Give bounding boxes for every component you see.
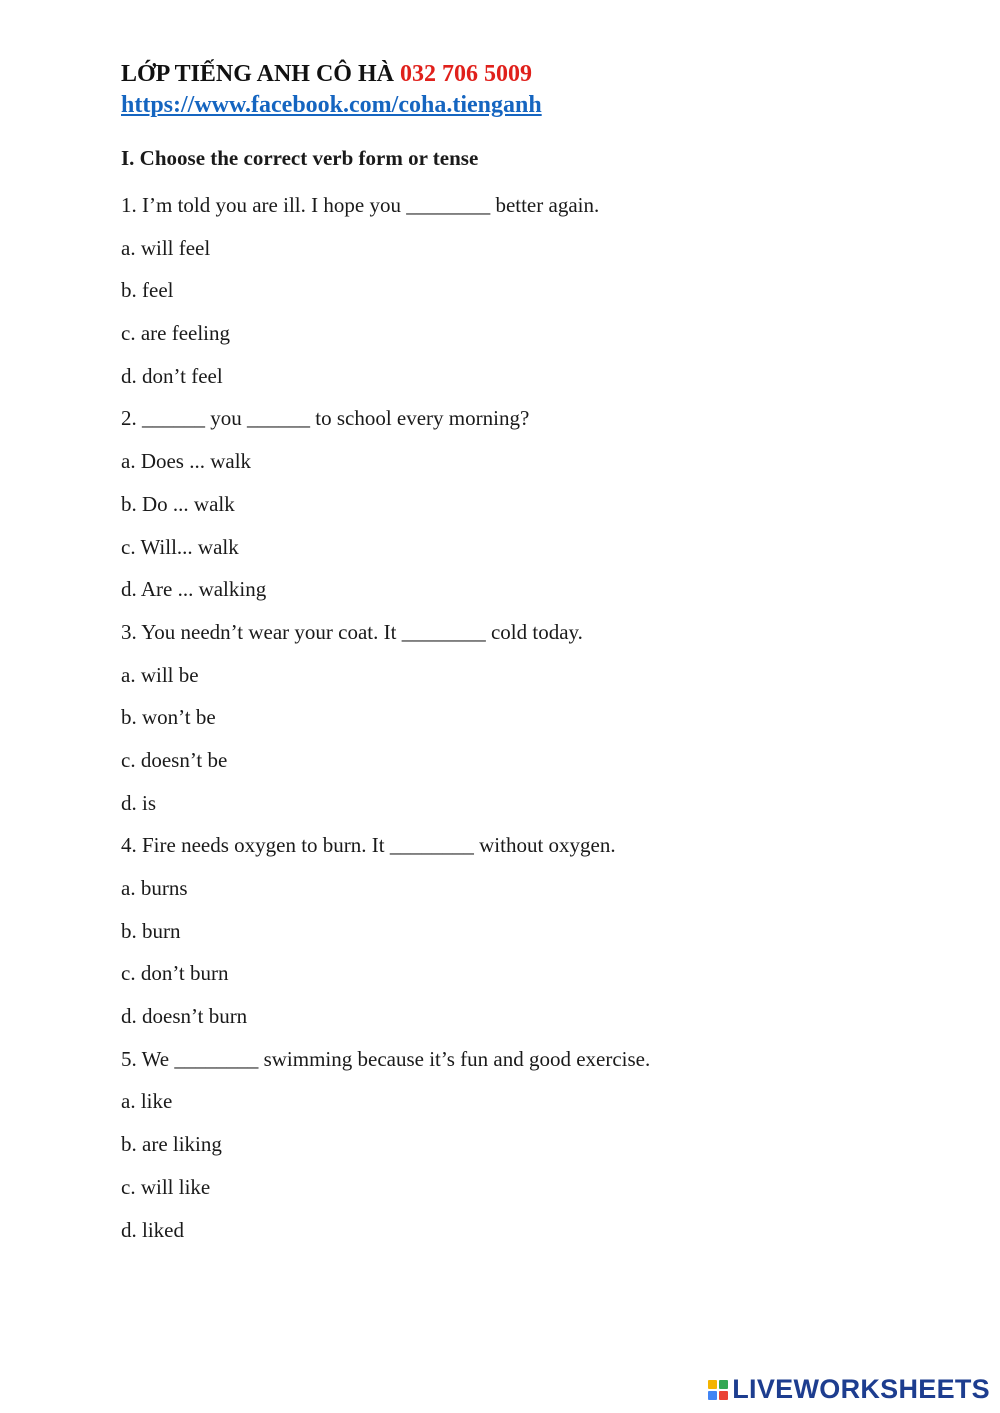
question-text: 3. You needn’t wear your coat. It ________ cold today. (121, 619, 583, 644)
question-4 (121, 824, 941, 1037)
question-list (121, 184, 941, 1251)
option-a: a. like (121, 1089, 173, 1114)
option-b: b. are liking (121, 1132, 222, 1157)
logo-square (708, 1391, 717, 1400)
logo-square (719, 1380, 728, 1389)
brand-name: LIVEWORKSHEETS (732, 1374, 990, 1404)
worksheet-title (121, 58, 941, 90)
option-a: a. burns (121, 876, 188, 900)
option-b: b. Do ... walk (121, 491, 235, 516)
section-heading: I. Choose the correct verb form or tense (121, 146, 479, 170)
worksheet-page (121, 58, 941, 1251)
question-5 (121, 1038, 941, 1251)
question-2 (121, 397, 941, 610)
liveworksheets-logo (708, 1374, 990, 1405)
question-3 (121, 611, 941, 824)
option-d: d. is (121, 790, 157, 815)
logo-squares-icon (708, 1380, 728, 1400)
class-name: LỚP TIẾNG ANH CÔ HÀ (121, 61, 394, 87)
logo-square (708, 1380, 717, 1389)
option-d: d. Are ... walking (121, 577, 267, 602)
option-d: d. liked (121, 1217, 184, 1242)
option-c: c. Will... walk (121, 534, 239, 559)
option-d: d. doesn’t burn (121, 1004, 248, 1029)
phone-number: 032 706 5009 (399, 61, 532, 87)
option-a: a. Does ... walk (121, 449, 252, 474)
logo-square (719, 1391, 728, 1400)
question-text: 1. I’m told you are ill. I hope you ________ better again. (121, 193, 600, 217)
option-a: a. will feel (121, 235, 211, 260)
option-c: c. are feeling (121, 321, 231, 346)
option-b: b. feel (121, 278, 174, 303)
question-text: 4. Fire needs oxygen to burn. It ________ without oxygen. (121, 833, 616, 858)
option-b: b. burn (121, 918, 181, 943)
question-text: 5. We ________ swimming because it’s fun and good exercise. (121, 1046, 651, 1071)
facebook-link[interactable]: https://www.facebook.com/coha.tienganh (121, 92, 542, 118)
option-b: b. won’t be (121, 705, 216, 730)
option-c: c. don’t burn (121, 961, 229, 986)
option-d: d. don’t feel (121, 363, 223, 388)
option-a: a. will be (121, 662, 199, 687)
question-1 (121, 184, 941, 397)
question-text: 2. ______ you ______ to school every morning? (121, 406, 530, 431)
option-c: c. doesn’t be (121, 747, 228, 772)
option-c: c. will like (121, 1174, 211, 1199)
